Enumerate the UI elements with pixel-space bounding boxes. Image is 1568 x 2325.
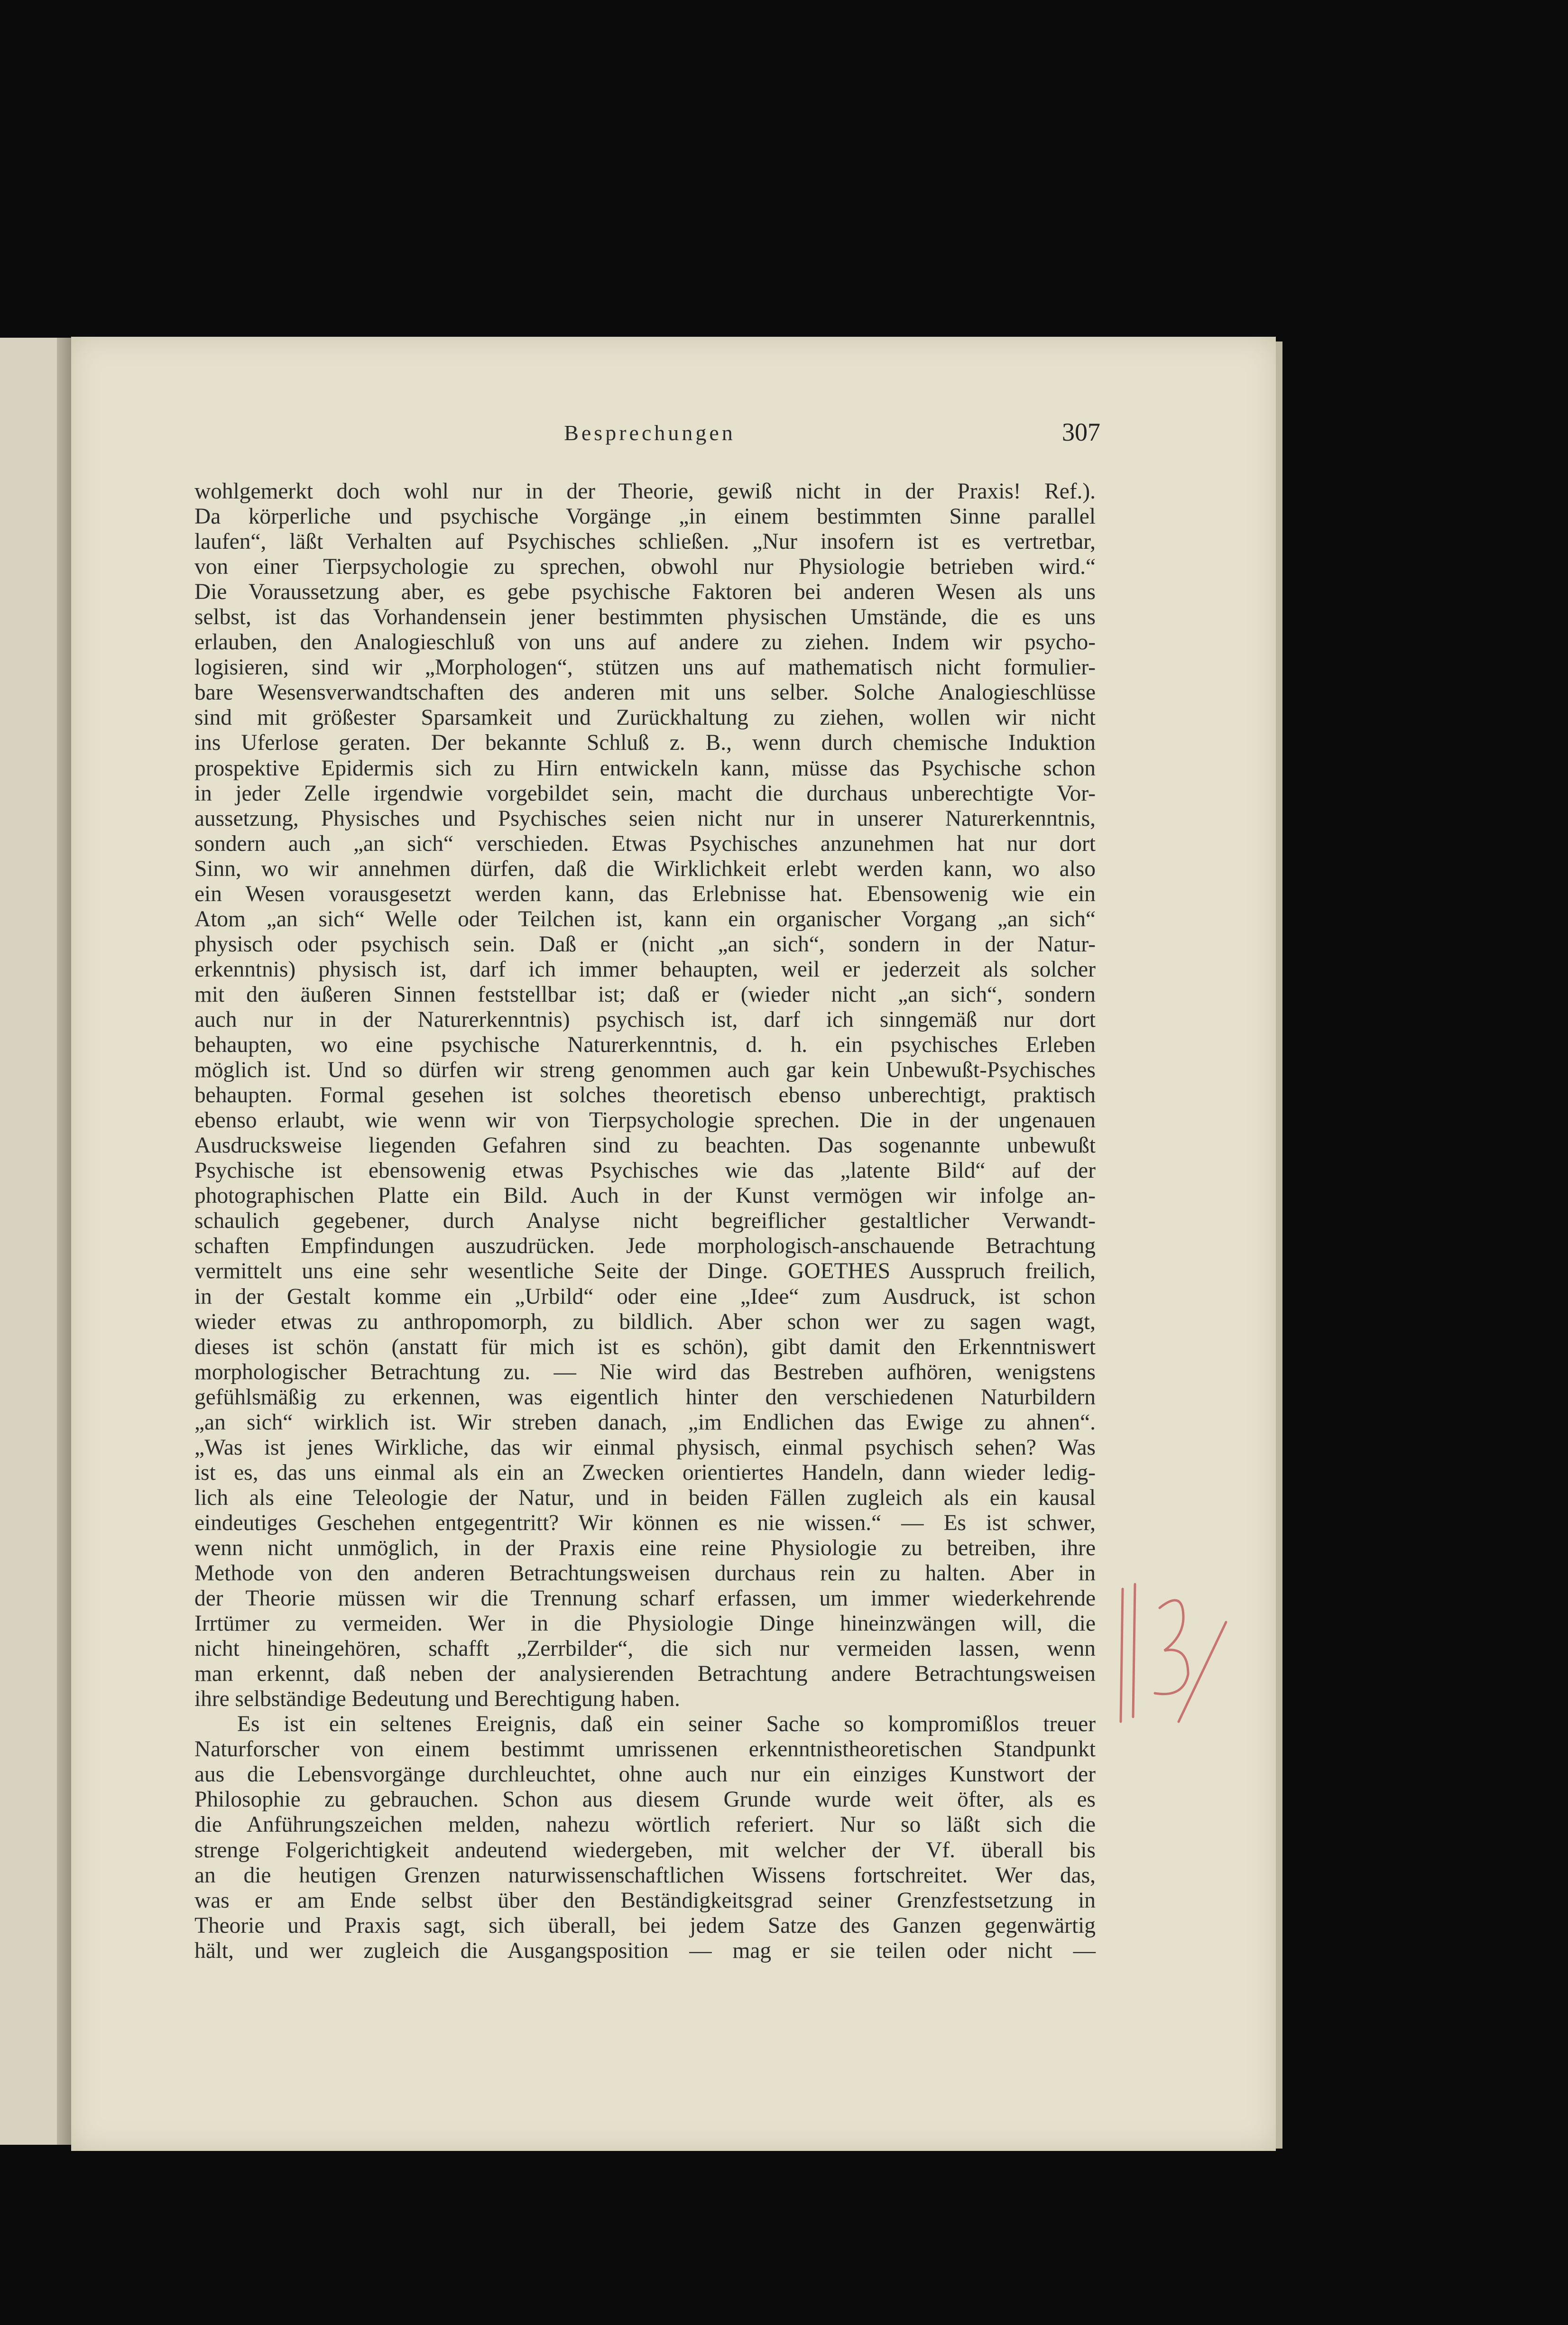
- text-line: ebenso erlaubt, wie wenn wir von Tierpsychologie sprechen. Die in der ungenauen: [194, 1108, 1096, 1133]
- text-line: Naturforscher von einem bestimmt umrissenen erkenntnistheoretischen Standpunkt: [194, 1737, 1096, 1762]
- text-line: laufen“, läßt Verhalten auf Psychisches schließen. „Nur insofern ist es vertretbar,: [194, 529, 1096, 554]
- text-line: ein Wesen vorausgesetzt werden kann, das Erlebnisse hat. Ebensowenig wie ein: [194, 881, 1096, 906]
- text-line: sind mit größester Sparsamkeit und Zurückhaltung zu ziehen, wollen wir nicht: [194, 705, 1096, 730]
- text-line: man erkennt, daß neben der analysierenden Betrachtung andere Betrachtungsweisen: [194, 1661, 1096, 1687]
- text-line: gefühlsmäßig zu erkennen, was eigentlich hinter den verschiedenen Naturbildern: [194, 1384, 1096, 1410]
- text-line: „Was ist jenes Wirkliche, das wir einmal physisch, einmal psychisch sehen? Was: [194, 1435, 1096, 1460]
- text-line: photographischen Platte ein Bild. Auch in der Kunst vermögen wir infolge an-: [194, 1183, 1096, 1209]
- text-line: lich als eine Teleologie der Natur, und in beiden Fällen zugleich als ein kausal: [194, 1485, 1096, 1510]
- text-line: von einer Tierpsychologie zu sprechen, obwohl nur Physiologie betrieben wird.“: [194, 554, 1096, 580]
- text-line: Sinn, wo wir annehmen dürfen, daß die Wirklichkeit erlebt werden kann, wo also: [194, 856, 1096, 881]
- text-line: Es ist ein seltenes Ereignis, daß ein seiner Sache so kompromißlos treuer: [237, 1712, 1096, 1737]
- text-line: auch nur in der Naturerkenntnis) psychisch ist, darf ich sinngemäß nur dort: [194, 1007, 1096, 1032]
- text-line: prospektive Epidermis sich zu Hirn entwickeln kann, müsse das Psychische schon: [194, 756, 1096, 781]
- text-line: Atom „an sich“ Welle oder Teilchen ist, kann ein organischer Vorgang „an sich“: [194, 906, 1096, 932]
- text-line: eindeutiges Geschehen entgegentritt? Wir können es nie wissen.“ — Es ist schwer,: [194, 1510, 1096, 1535]
- text-line: Da körperliche und psychische Vorgänge „in einem bestimmten Sinne parallel: [194, 504, 1096, 529]
- text-line: Die Voraussetzung aber, es gebe psychische Faktoren bei anderen Wesen als uns: [194, 580, 1096, 605]
- text-line: Irrtümer zu vermeiden. Wer in die Physiologie Dinge hineinzwängen will, die: [194, 1611, 1096, 1636]
- text-line: ihre selbständige Bedeutung und Berechtigung haben.: [194, 1687, 680, 1712]
- text-line: strenge Folgerichtigkeit andeutend wiedergeben, mit welcher der Vf. überall bis: [194, 1837, 1096, 1863]
- text-line: ins Uferlose geraten. Der bekannte Schluß z. B., wenn durch chemische Induktion: [194, 730, 1096, 756]
- text-line: Ausdrucksweise liegenden Gefahren sind zu beachten. Das sogenannte unbewußt: [194, 1133, 1096, 1158]
- page-number: 307: [1062, 418, 1100, 446]
- text-line: dieses ist schön (anstatt für mich ist es schön), gibt damit den Erkenntniswert: [194, 1334, 1096, 1359]
- text-line: wieder etwas zu anthropomorph, zu bildlich. Aber schon wer zu sagen wagt,: [194, 1309, 1096, 1334]
- text-line: die Anführungszeichen melden, nahezu wörtlich referiert. Nur so läßt sich die: [194, 1812, 1096, 1837]
- text-line: aus die Lebensvorgänge durchleuchtet, ohne auch nur ein einziges Kunstwort der: [194, 1762, 1096, 1787]
- text-line: physisch oder psychisch sein. Daß er (nicht „an sich“, sondern in der Natur-: [194, 932, 1096, 957]
- text-line: in der Gestalt komme ein „Urbild“ oder eine „Idee“ zum Ausdruck, ist schon: [194, 1284, 1096, 1309]
- page-right-edge: [1276, 341, 1282, 2149]
- text-line: sondern auch „an sich“ verschieden. Etwas Psychisches anzunehmen hat nur dort: [194, 831, 1096, 856]
- text-line: vermittelt uns eine sehr wesentliche Seite der Dinge. GOETHES Ausspruch freilich,: [194, 1259, 1096, 1284]
- text-line: nicht hineingehören, schafft „Zerrbilder“, die sich nur vermeiden lassen, wenn: [194, 1636, 1096, 1661]
- text-line: morphologischer Betrachtung zu. — Nie wird das Bestreben aufhören, wenigstens: [194, 1359, 1096, 1384]
- body-text: [194, 479, 1096, 1964]
- text-line: schaften Empfindungen auszudrücken. Jede morphologisch-anschauende Betrachtung: [194, 1234, 1096, 1259]
- text-line: aussetzung, Physisches und Psychisches seien nicht nur in unserer Naturerkenntnis,: [194, 806, 1096, 831]
- text-line: logisieren, sind wir „Morphologen“, stützen uns auf mathematisch nicht formulier-: [194, 655, 1096, 680]
- text-line: Theorie und Praxis sagt, sich überall, bei jedem Satze des Ganzen gegenwärtig: [194, 1913, 1096, 1938]
- text-line: Psychische ist ebensowenig etwas Psychisches wie das „latente Bild“ auf der: [194, 1158, 1096, 1183]
- text-line: in jeder Zelle irgendwie vorgebildet sein, macht die durchaus unberechtigte Vor-: [194, 781, 1096, 806]
- text-line: behaupten, wo eine psychische Naturerkenntnis, d. h. ein psychisches Erleben: [194, 1033, 1096, 1058]
- text-line: erlauben, den Analogieschluß von uns auf andere zu ziehen. Indem wir psycho-: [194, 630, 1096, 655]
- text-line: „an sich“ wirklich ist. Wir streben danach, „im Endlichen das Ewige zu ahnen“.: [194, 1410, 1096, 1435]
- text-line: möglich ist. Und so dürfen wir streng genommen auch gar kein Unbewußt-Psychisches: [194, 1058, 1096, 1083]
- text-line: bare Wesensverwandtschaften des anderen mit uns selber. Solche Analogieschlüsse: [194, 680, 1096, 705]
- text-line: an die heutigen Grenzen naturwissenschaftlichen Wissens fortschreitet. Wer das,: [194, 1863, 1096, 1888]
- pencil-annotation: [1112, 1579, 1236, 1731]
- text-line: der Theorie müssen wir die Trennung scharf erfassen, um immer wiederkehrende: [194, 1586, 1096, 1611]
- text-line: behaupten. Formal gesehen ist solches theoretisch ebenso unberechtigt, praktisch: [194, 1083, 1096, 1108]
- text-line: selbst, ist das Vorhandensein jener bestimmten physischen Umstände, die es uns: [194, 605, 1096, 630]
- text-line: Methode von den anderen Betrachtungsweisen durchaus rein zu halten. Aber in: [194, 1561, 1096, 1586]
- text-line: schaulich gegebener, durch Analyse nicht begreiflicher gestaltlicher Verwandt-: [194, 1209, 1096, 1234]
- running-head: Besprechungen: [564, 421, 736, 445]
- text-line: hält, und wer zugleich die Ausgangsposition — mag er sie teilen oder nicht —: [194, 1938, 1096, 1963]
- text-line: was er am Ende selbst über den Beständigkeitsgrad seiner Grenzfestsetzung in: [194, 1888, 1096, 1913]
- text-line: mit den äußeren Sinnen feststellbar ist; daß er (wieder nicht „an sich“, sondern: [194, 982, 1096, 1007]
- text-line: wenn nicht unmöglich, in der Praxis eine reine Physiologie zu betreiben, ihre: [194, 1535, 1096, 1560]
- text-line: erkenntnis) physisch ist, darf ich immer behaupten, weil er jederzeit als solcher: [194, 957, 1096, 982]
- text-line: wohlgemerkt doch wohl nur in der Theorie, gewiß nicht in der Praxis! Ref.).: [194, 479, 1096, 504]
- text-line: ist es, das uns einmal als ein an Zwecken orientiertes Handeln, dann wieder ledig-: [194, 1460, 1096, 1485]
- text-line: Philosophie zu gebrauchen. Schon aus diesem Grunde wurde weit öfter, als es: [194, 1787, 1096, 1812]
